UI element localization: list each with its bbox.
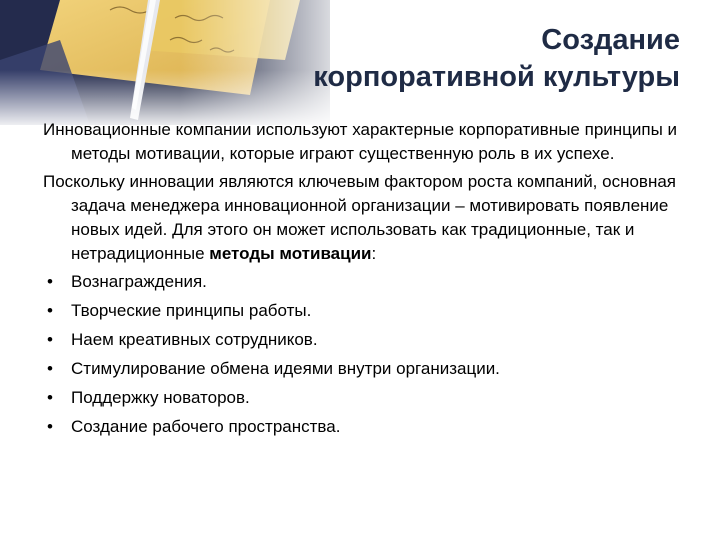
paragraph-2	[43, 170, 703, 266]
bullet-icon: •	[47, 417, 53, 436]
list-item	[43, 357, 703, 381]
bullet-icon: •	[47, 272, 53, 291]
list-item	[43, 386, 703, 410]
list-item	[43, 270, 703, 294]
list-item-text: Творческие принципы работы.	[71, 301, 312, 320]
list-item-text: Создание рабочего пространства.	[71, 417, 341, 436]
list-item-text: Вознаграждения.	[71, 272, 207, 291]
list-item-text: Поддержку новаторов.	[71, 388, 250, 407]
bullet-icon: •	[47, 359, 53, 378]
list-item	[43, 299, 703, 323]
title-line-2: корпоративной культуры	[313, 61, 680, 93]
slide-title	[210, 22, 680, 96]
slide-body	[43, 118, 703, 444]
list-item	[43, 328, 703, 352]
bullet-list	[43, 270, 703, 439]
bullet-icon: •	[47, 301, 53, 320]
title-line-1: Создание	[541, 24, 680, 56]
list-item	[43, 415, 703, 439]
list-item-text: Стимулирование обмена идеями внутри организации.	[71, 359, 500, 378]
bullet-icon: •	[47, 330, 53, 349]
paragraph-2-end: :	[371, 244, 377, 263]
list-item-text: Наем креативных сотрудников.	[71, 330, 318, 349]
paragraph-2-bold: методы мотивации	[209, 244, 372, 263]
bullet-icon: •	[47, 388, 53, 407]
paragraph-2-text: Поскольку инновации являются ключевым фактором роста компаний, основная задача менеджера инновационной организации – мотивировать появление новых идей. Для этого он может использовать как традиционные, так и нетрадиционные	[43, 172, 677, 263]
paragraph-1: Инновационные компании используют характерные корпоративные принципы и методы мотивации, которые играют существенную роль в их успехе.	[43, 120, 678, 163]
